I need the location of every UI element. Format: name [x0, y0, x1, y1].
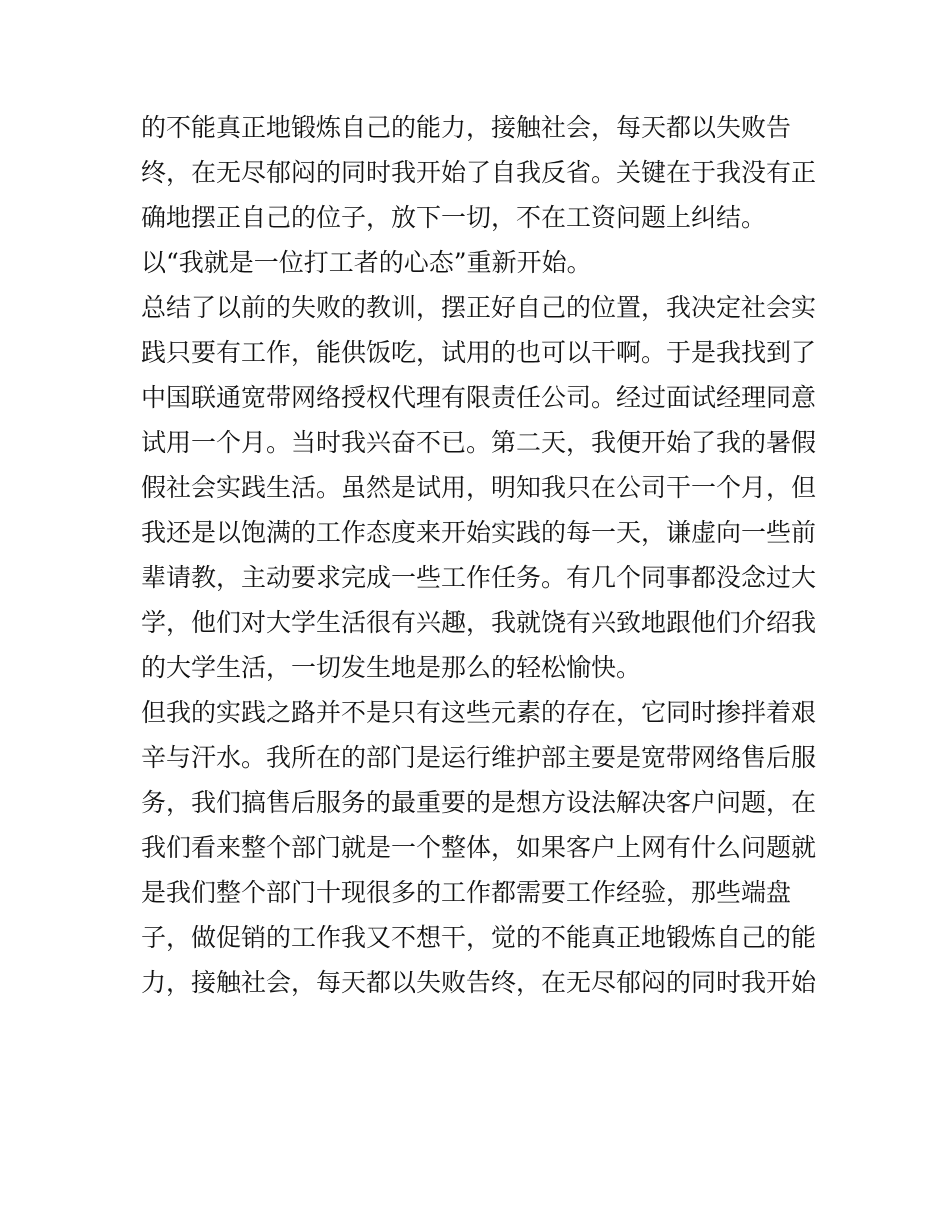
text-line-2: 终，在无尽郁闷的同时我开始了自我反省。关键在于我没有正 — [141, 158, 817, 187]
text-line-3: 确地摆正自己的位子，放下一切，不在工资问题上纠结。 — [141, 203, 767, 232]
text-line-19: 子，做促销的工作我又不想干，觉的不能真正地锻炼自己的能 — [141, 923, 817, 952]
text-line-4: 以“我就是一位打工者的心态”重新开始。 — [141, 248, 592, 277]
text-line-8: 试用一个月。当时我兴奋不已。第二天，我便开始了我的暑假 — [141, 428, 817, 457]
text-line-10: 我还是以饱满的工作态度来开始实践的每一天，谦虚向一些前 — [141, 518, 817, 547]
text-line-12: 学，他们对大学生活很有兴趣，我就饶有兴致地跟他们介绍我 — [141, 608, 817, 637]
text-line-14: 但我的实践之路并不是只有这些元素的存在，它同时掺拌着艰 — [141, 698, 817, 727]
text-line-16: 务，我们搞售后服务的最重要的是想方设法解决客户问题，在 — [141, 788, 817, 817]
text-line-1: 的不能真正地锻炼自己的能力，接触社会，每天都以失败告 — [141, 113, 792, 142]
text-line-9: 假社会实践生活。虽然是试用，明知我只在公司干一个月，但 — [141, 473, 817, 502]
text-line-5: 总结了以前的失败的教训，摆正好自己的位置，我决定社会实 — [141, 293, 817, 322]
text-line-6: 践只要有工作，能供饭吃，试用的也可以干啊。于是我找到了 — [141, 338, 817, 367]
text-line-20: 力，接触社会，每天都以失败告终，在无尽郁闷的同时我开始 — [141, 968, 817, 997]
text-line-15: 辛与汗水。我所在的部门是运行维护部主要是宽带网络售后服 — [141, 743, 817, 772]
body-text — [141, 105, 821, 1005]
text-line-18: 是我们整个部门十现很多的工作都需要工作经验，那些端盘 — [141, 878, 792, 907]
text-line-7: 中国联通宽带网络授权代理有限责任公司。经过面试经理同意 — [141, 383, 817, 412]
text-line-13: 的大学生活，一切发生地是那么的轻松愉快。 — [141, 653, 642, 682]
text-line-11: 辈请教，主动要求完成一些工作任务。有几个同事都没念过大 — [141, 563, 817, 592]
text-line-17: 我们看来整个部门就是一个整体，如果客户上网有什么问题就 — [141, 833, 817, 862]
